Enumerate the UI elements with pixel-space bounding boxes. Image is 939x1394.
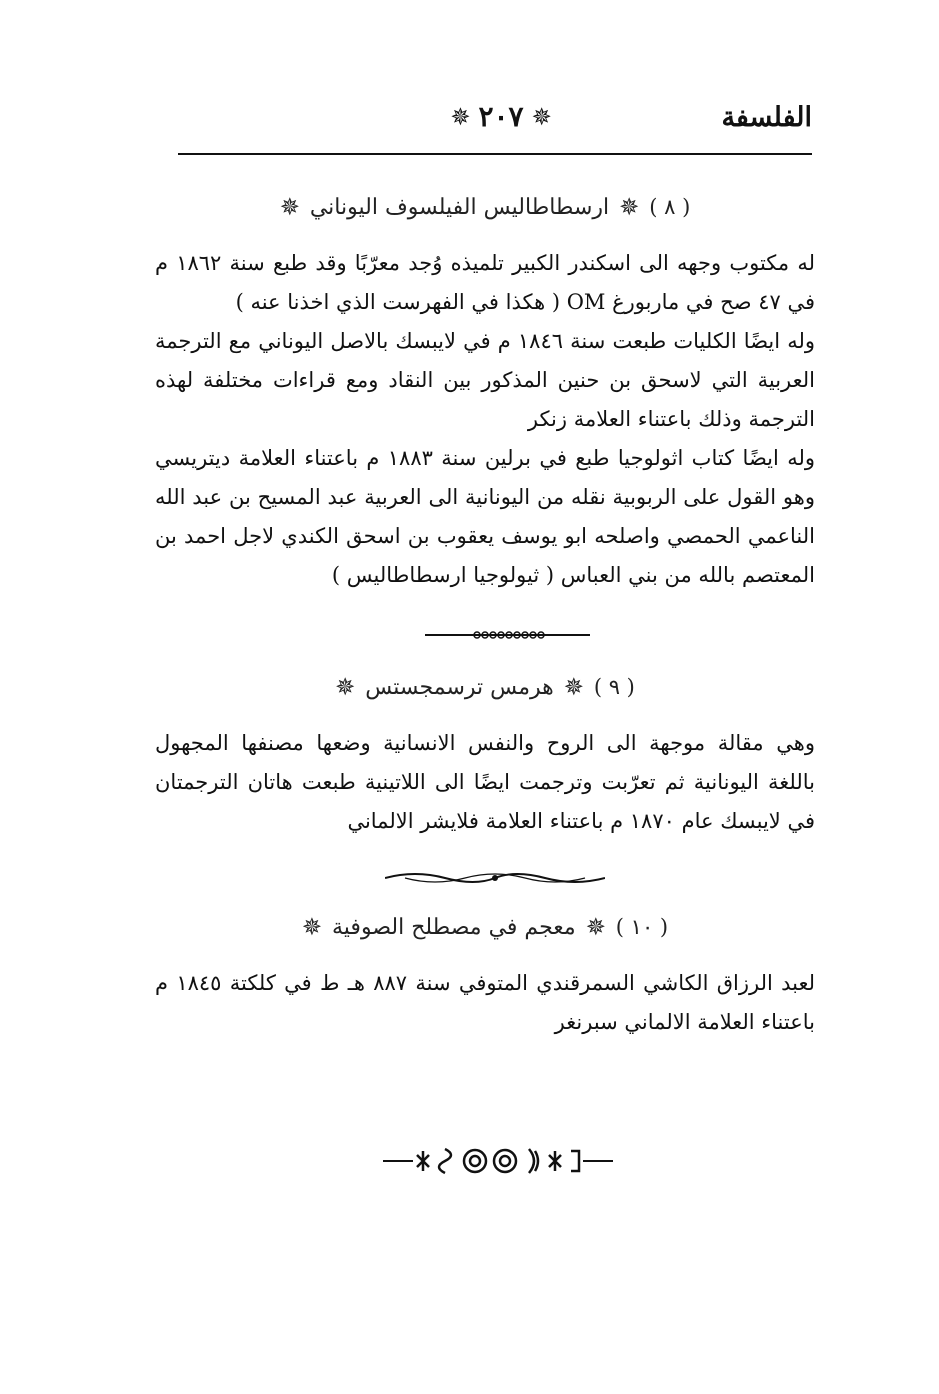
section-8: [155, 190, 815, 595]
paragraph: لعبد الرزاق الكاشي السمرقندي المتوفي سنة ٨٨٧ هـ ط في كلكتة ١٨٤٥ م باعتناء العلامة الالماني سبرنغر: [155, 971, 815, 1034]
page-header: [178, 96, 812, 146]
section-divider-ornament: [385, 868, 605, 888]
section-title: ارسطاطاليس الفيلسوف اليوناني: [309, 194, 610, 220]
section-heading: [155, 670, 815, 704]
ornament-star-icon: ✵: [279, 193, 300, 221]
section-title: معجم في مصطلح الصوفية: [332, 914, 576, 940]
ornament-star-icon: ✵: [585, 913, 606, 941]
ornament-star-icon: ✵: [531, 102, 552, 131]
section-number: ( ٩ ): [593, 675, 635, 699]
section-heading: [155, 190, 815, 224]
section-body: [155, 964, 815, 1042]
section-body: [155, 244, 815, 595]
header-rule: [178, 153, 812, 155]
page-number: ٢٠٧: [478, 100, 524, 133]
paragraph: وله ايضًا كتاب اثولوجيا طبع في برلين سنة ١٨٨٣ م باعتناء العلامة ديتريسي وهو القول على الربوبية نقله من اليونانية الى العربية عبد المسيح بن عبد الله الناعمي الحمصي واصلحه ابو يوسف يعقوب بن اسحق الكندي لاجل احمد بن المعتصم بالله من بني العباس ( ثيولوجيا ارسطاطاليس ): [155, 446, 815, 587]
section-divider-ornament: [425, 626, 590, 644]
running-head: الفلسفة: [721, 102, 812, 133]
ornament-star-icon: ✵: [619, 193, 640, 221]
section-body: [155, 724, 815, 841]
ornament-star-icon: ✵: [301, 913, 322, 941]
section-number: ( ١٠ ): [615, 915, 669, 939]
section-number: ( ٨ ): [649, 195, 691, 219]
section-9: [155, 670, 815, 841]
page-number-block: [440, 100, 562, 133]
end-ornament: [383, 1137, 613, 1185]
section-heading: [155, 910, 815, 944]
ornament-star-icon: ✵: [450, 102, 471, 131]
section-title: هرمس ترسمجستس: [365, 674, 554, 700]
ornament-star-icon: ✵: [563, 673, 584, 701]
paragraph: له مكتوب وجهه الى اسكندر الكبير تلميذه وُجد معرّبًا وقد طبع سنة ١٨٦٢ م في ٤٧ صح في ماربورغ OM ( هكذا في الفهرست الذي اخذنا عنه ): [155, 251, 815, 314]
paragraph: وله ايضًا الكليات طبعت سنة ١٨٤٦ م في لايبسك بالاصل اليوناني مع الترجمة العربية التي لاسحق بن حنين المذكور بين النقاد ومع قراءات مختلفة لهذه الترجمة وذلك باعتناء العلامة زنكر: [155, 329, 815, 431]
ornament-star-icon: ✵: [335, 673, 356, 701]
section-10: [155, 910, 815, 1042]
paragraph: وهي مقالة موجهة الى الروح والنفس الانسانية وضعها مصنفها المجهول باللغة اليونانية ثم تعرّبت وترجمت ايضًا الى اللاتينية طبعت هاتان الترجمتان في لايبسك عام ١٨٧٠ م باعتناء العلامة فلايشر الالماني: [155, 731, 815, 833]
